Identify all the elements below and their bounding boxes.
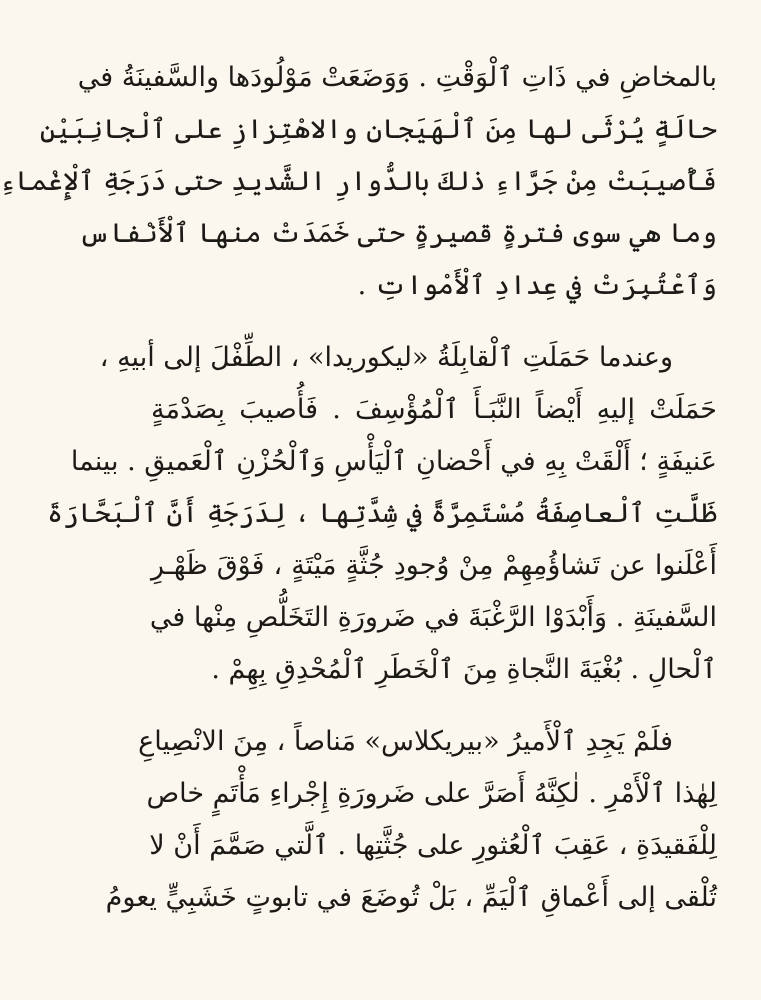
text-line: السَّفينَةِ . وَأَبْدَوْا الرَّغْبَةَ في ضَرورَةِ التَخَلُّصِ مِنْها في [149,602,717,633]
text-line: تُلْقى إلى أَعْماقِ ٱلْيَمِّ ، بَلْ تُوضَعَ في تابوتٍ خَشَبِيٍّ يعومُ [105,882,717,913]
text-line: حالَةٍ يُرْثَى لها مِنَ ٱلْهَيَجانِ والاهْتِزازِ على ٱلْجانِبَيْنِ [39,114,717,145]
text-line: ظَلَّتِ ٱلْعاصِفَةُ مُسْتَمِرَّةً في شِدَّتِها ، لِدَرَجَةِ أَنَّ ٱلْبَحَّارَةَ [47,498,717,529]
paragraph-gap [151,696,717,716]
text-line: فَأُصيبَتْ مِنْ جَرَّاءِ ذلكَ بالدُّوارِ الشَّديدِ حتى دَرَجَةِ ٱلْإِغْماءِ [0,166,717,197]
paragraph-3 [105,716,717,924]
paragraph-1 [0,52,717,312]
text-line: بالمخاضِ في ذَاتِ ٱلْوَقْتِ . وَوَضَعَتْ مَوْلُودَها والسَّفينَةُ في [77,62,717,93]
text-line: وعندما حَمَلَتِ ٱلْقابِلَةُ «ليكوريدا» ، الطِّفْلَ إلى أبيهِ ، [99,342,673,373]
text-line: عَنيفَةٍ ؛ أَلْقَتْ بِهِ في أَحْضانِ ٱلْيَأْسِ وَٱلْحُزْنِ ٱلْعَميقِ . بينما [70,446,717,477]
paragraph-gap [151,312,717,332]
text-line: لِهٰذا ٱلْأَمْرِ . لٰكِنَّهُ أَصَرَّ على ضَرورَةِ إِجْراءِ مَأْتَمٍ خاص [146,778,717,809]
text-line: أَعْلَنوا عن تَشاؤُمِهِمْ مِنْ وُجودِ جُثَّةٍ مَيْتَةٍ ، فَوْقَ ظَهْـرِ [151,550,717,581]
text-line: ٱلْحالِ . بُغْيَةَ النَّجاةِ مِنَ ٱلْخَطَرِ ٱلْمُحْدِقِ بِهِمْ . [211,654,717,685]
text-line: وما هي سوى فترةٍ قصيرةٍ حتى خَمَدَتْ منها ٱلْأَنْفاس [78,218,717,249]
text-line: لِلْفَقيدَةِ ، عَقِبَ ٱلْعُثورِ على جُثَّتِها . ٱلَّتي صَمَّمَ أَنْ لا [149,830,717,861]
text-line: وَٱعْتُبِرَتْ في عِدادِ ٱلْأَمْواتِ . [357,270,717,301]
text-line: حَمَلَتْ إليهِ أَيْضاً النَّبَـأَ ٱلْمُؤْسِفَ . فَأُصيبَ بِصَدْمَةٍ [151,394,717,425]
text-line: فلَمْ يَجِدِ ٱلْأَميرُ «بيريكلاس» مَناصاً ، مِنَ الانْصِياعِ [138,726,673,757]
paragraph-2 [47,332,717,696]
